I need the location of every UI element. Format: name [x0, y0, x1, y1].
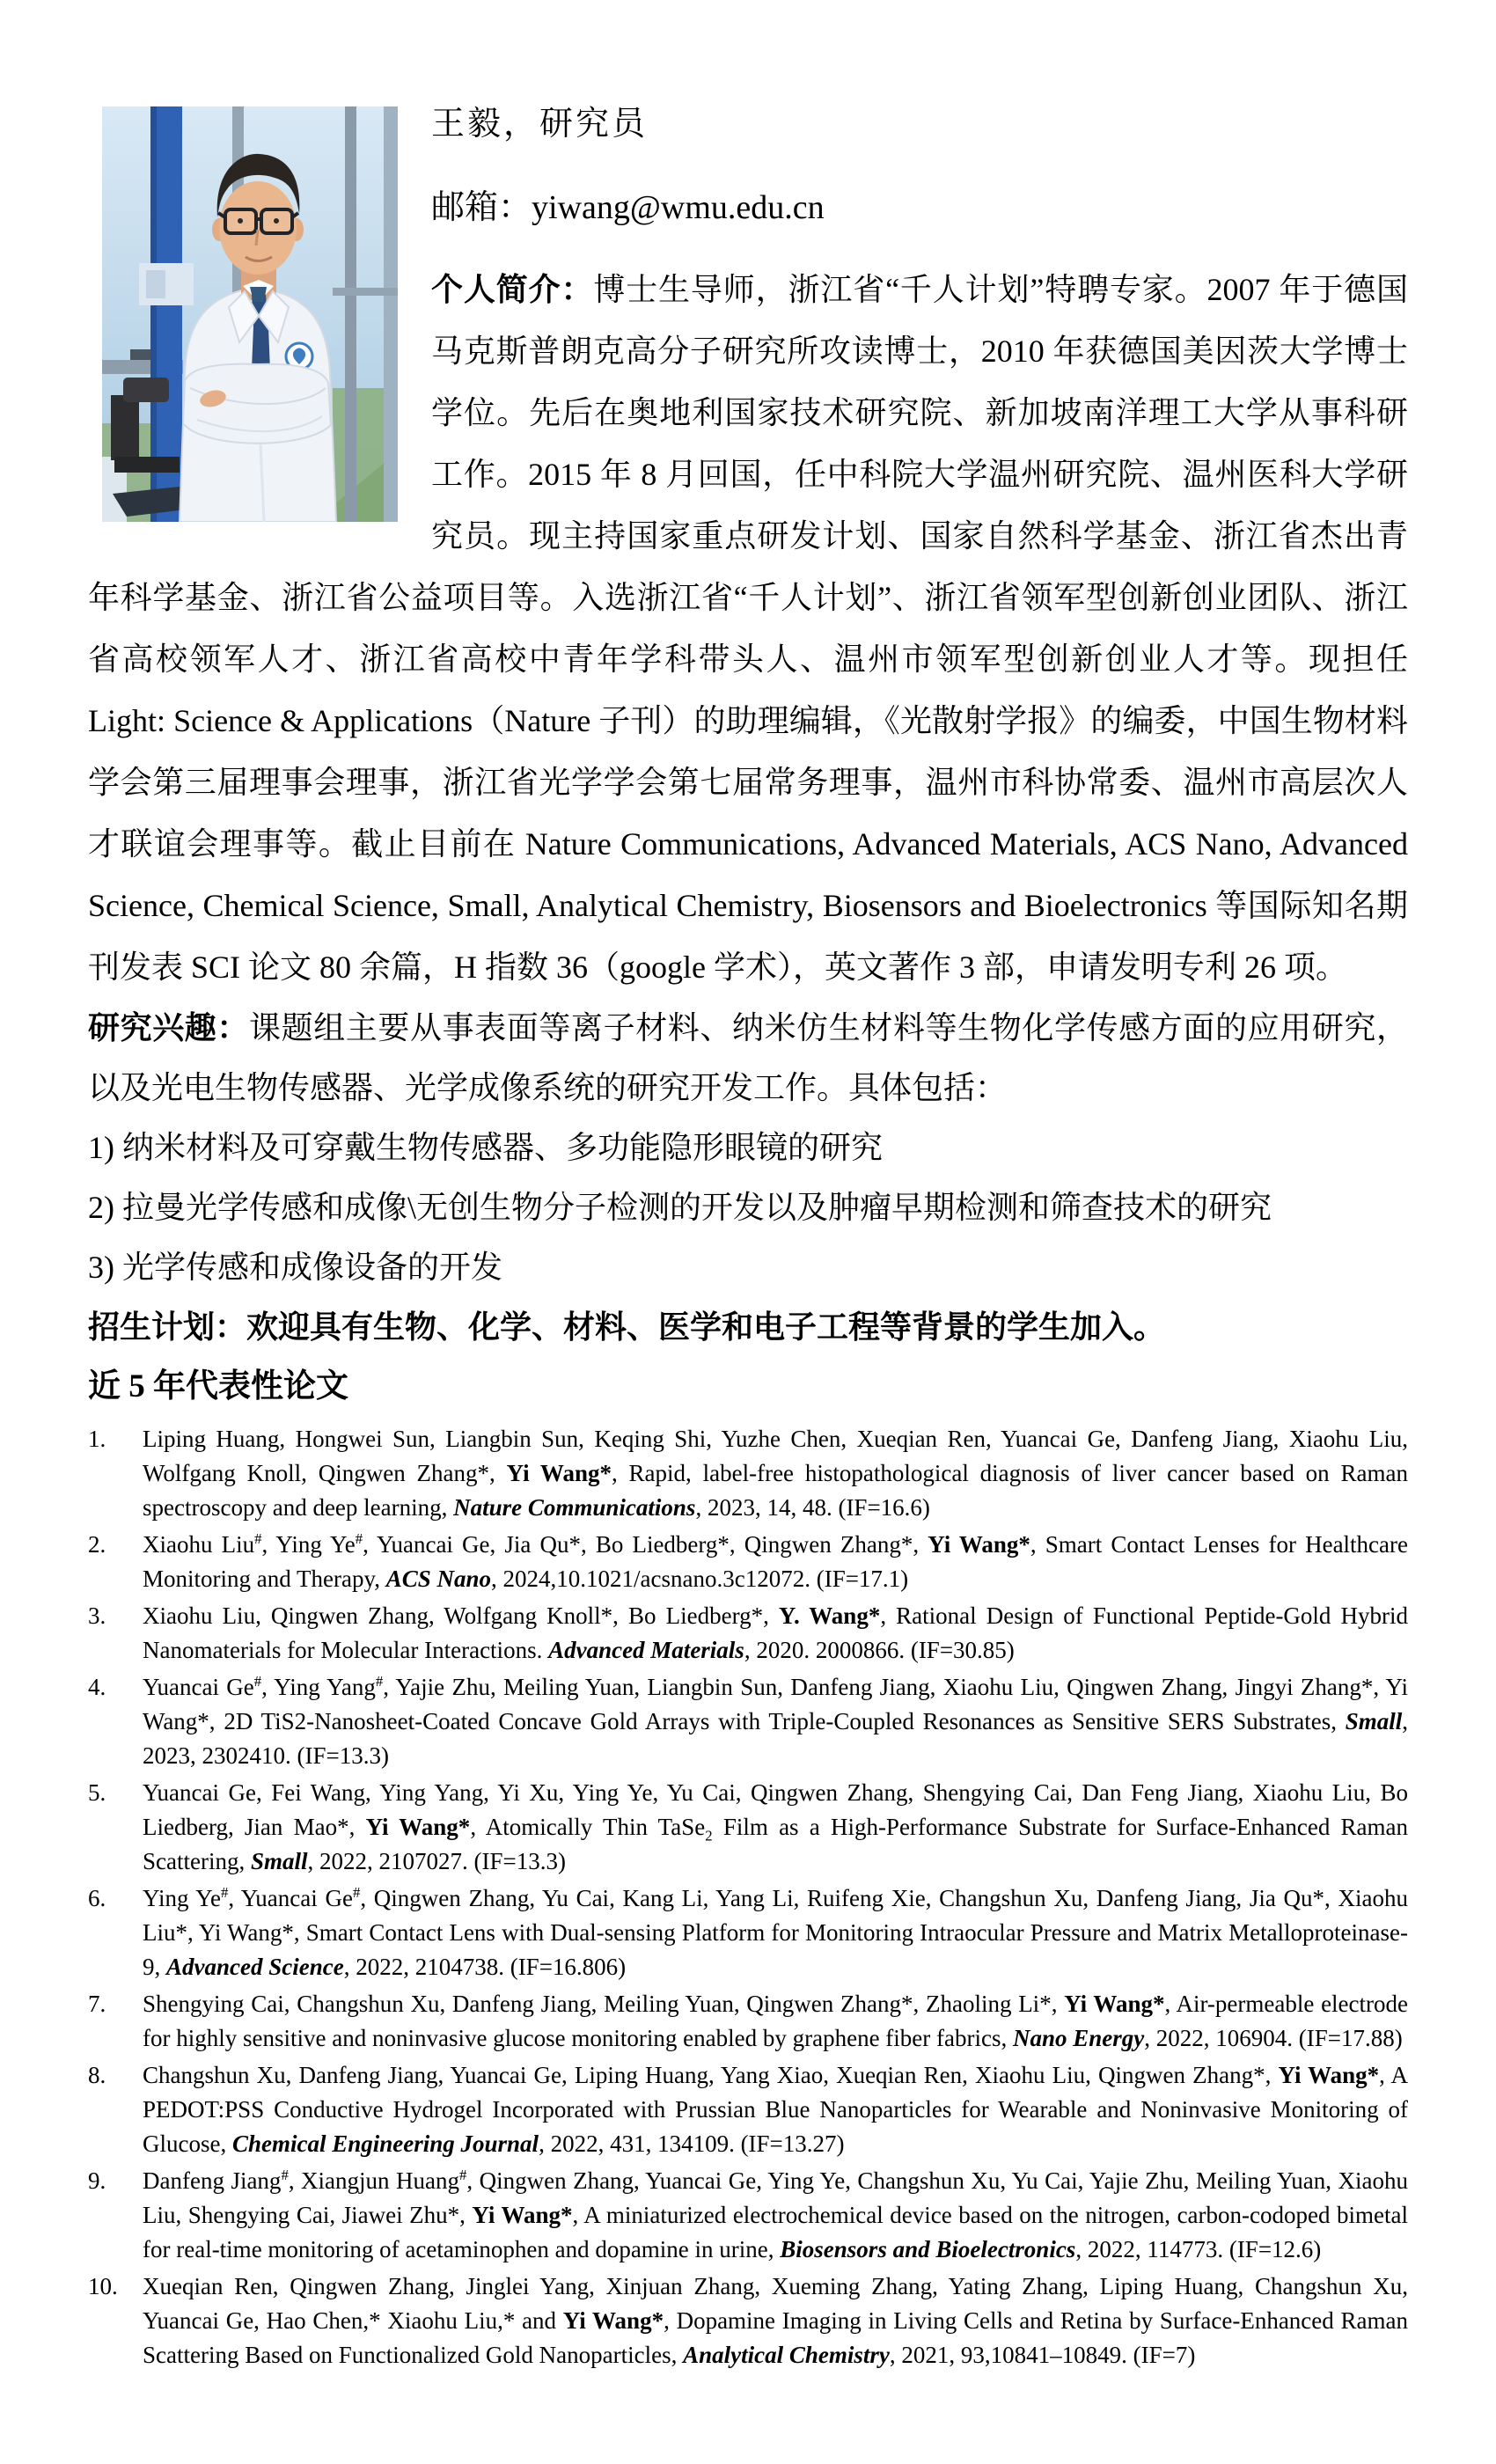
publication-number: 4.: [88, 1674, 106, 1700]
recruitment-line: 招生计划：欢迎具有生物、化学、材料、医学和电子工程等背景的学生加入。: [88, 1309, 1166, 1345]
publication-item: [88, 1528, 1408, 1596]
publication-item: [88, 1422, 1408, 1525]
publication-text: Xiaohu Liu#, Ying Ye#, Yuancai Ge, Jia Qu*, Bo Liedberg*, Qingwen Zhang*, Yi Wang*, Smart Contact Lenses for Healthcare Monitoring and Therapy, ACS Nano, 2024,10.1021/acsnano.3c12072. (IF=17.1): [143, 1530, 1408, 1592]
publication-item: [88, 1987, 1408, 2056]
publication-item: [88, 1776, 1408, 1879]
publication-number: 6.: [88, 1885, 106, 1911]
publications-heading: 近 5 年代表性论文: [88, 1368, 348, 1404]
research-text: 课题组主要从事表面等离子材料、纳米仿生材料等生物化学传感方面的应用研究，以及光电生物传感器、光学成像系统的研究开发工作。具体包括：: [88, 1010, 1408, 1105]
publication-item: [88, 2164, 1408, 2267]
email-address: yiwang@wmu.edu.cn: [532, 189, 825, 226]
bio-text: 博士生导师，浙江省“千人计划”特聘专家。2007 年于德国马克斯普朗克高分子研究所攻读博士，2010 年获德国美因茨大学博士学位。先后在奥地利国家技术研究院、新加坡南洋理工大学从事科研工作。2015 年 8 月回国，任中科院大学温州研究院、温州医科大学研究员。现主持国家重点研发计划、国家自然科学基金、浙江省杰出青年科学基金、浙江省公益项目等。入选浙江省“千人计划”、浙江省领军型创新创业团队、浙江省高校领军人才、浙江省高校中青年学科带头人、温州市领军型创新创业人才等。现担任 Light: Science & Applications（Nature 子刊）的助理编辑，《光散射学报》的编委，中国生物材料学会第三届理事会理事，浙江省光学学会第七届常务理事，温州市科协常委、温州市高层次人才联谊会理事等。截止目前在 Nature Communications, Advanced Materials, ACS Nano, Advanced Science, Chemical Science, Small, Analytical Chemistry, Biosensors and Bioelectronics 等国际知名期刊发表 SCI 论文 80 余篇，H 指数 36（google 学术），英文著作 3 部，申请发明专利 26 项。: [88, 272, 1408, 985]
publication-number: 3.: [88, 1602, 106, 1629]
publication-number: 2.: [88, 1531, 106, 1558]
publication-item: [88, 2058, 1408, 2161]
research-topic-3: 3) 光学传感和成像设备的开发: [88, 1250, 502, 1285]
publication-number: 1.: [88, 1426, 106, 1452]
name-title: 王毅，研究员: [431, 106, 649, 143]
publication-text: Danfeng Jiang#, Xiangjun Huang#, Qingwen Zhang, Yuancai Ge, Ying Ye, Changshun Xu, Yu Cai, Yajie Zhu, Meiling Yuan, Xiaohu Liu, Shengying Cai, Jiawei Zhu*, Yi Wang*, A miniaturized electrochemical device based on the nitrogen, carbon-codoped bimetal for real-time monitoring of acetaminophen and dopamine in urine, Biosensors and Bioelectronics, 2022, 114773. (IF=12.6): [143, 2167, 1409, 2262]
bio-label: 个人简介：: [431, 272, 594, 307]
research-paragraph: [88, 998, 1408, 1118]
publication-text: Ying Ye#, Yuancai Ge#, Qingwen Zhang, Yu Cai, Kang Li, Yang Li, Ruifeng Xie, Changshun Xu, Danfeng Jiang, Jia Qu*, Xiaohu Liu*, Yi Wang*, Smart Contact Lens with Dual-sensing Platform for Monitoring Intraocular Pressure and Matrix Metalloproteinase-9, Advanced Science, 2022, 2104738. (IF=16.806): [143, 1884, 1408, 1980]
publication-text: Yuancai Ge#, Ying Yang#, Yajie Zhu, Meiling Yuan, Liangbin Sun, Danfeng Jiang, Xiaohu Liu, Qingwen Zhang, Jingyi Zhang*, Yi Wang*, 2D TiS2-Nanosheet-Coated Concave Gold Arrays with Triple-Coupled Resonances as Sensitive SERS Substrates, Small, 2023, 2302410. (IF=13.3): [143, 1673, 1408, 1769]
publication-text: Liping Huang, Hongwei Sun, Liangbin Sun, Keqing Shi, Yuzhe Chen, Xueqian Ren, Yuancai Ge, Danfeng Jiang, Xiaohu Liu, Wolfgang Knoll, Qingwen Zhang*, Yi Wang*, Rapid, label-free histopathological diagnosis of liver cancer based on Raman spectroscopy and deep learning, Nature Communications, 2023, 14, 48. (IF=16.6): [143, 1426, 1408, 1521]
research-label: 研究兴趣：: [88, 1010, 249, 1045]
research-topic-list: [88, 1118, 1408, 1297]
publication-item: [88, 1599, 1408, 1668]
publication-text: Xueqian Ren, Qingwen Zhang, Jinglei Yang, Xinjuan Zhang, Xueming Zhang, Yating Zhang, Liping Huang, Changshun Xu, Yuancai Ge, Hao Chen,* Xiaohu Liu,* and Yi Wang*, Dopamine Imaging in Living Cells and Retina by Surface-Enhanced Raman Scattering Based on Functionalized Gold Nanoparticles, Analytical Chemistry, 2021, 93,10841–10849. (IF=7): [143, 2273, 1408, 2368]
publication-item: [88, 1670, 1408, 1773]
research-topic-2: 2) 拉曼光学传感和成像\无创生物分子检测的开发以及肿瘤早期检测和筛查技术的研究: [88, 1190, 1272, 1225]
publication-item: [88, 2270, 1408, 2372]
profile-photo: [102, 106, 398, 522]
publication-text: Yuancai Ge, Fei Wang, Ying Yang, Yi Xu, Ying Ye, Yu Cai, Qingwen Zhang, Shengying Cai, Dan Feng Jiang, Xiaohu Liu, Bo Liedberg, Jian Mao*, Yi Wang*, Atomically Thin TaSe$_2$ Film as a High-Performance Substrate for Surface-Enhanced Raman Scattering, Small, 2022, 2107027. (IF=13.3): [143, 1779, 1409, 1874]
publication-item: [88, 1881, 1408, 1984]
email-label: 邮箱：: [431, 189, 532, 226]
publication-number: 9.: [88, 2167, 106, 2194]
publication-number: 7.: [88, 1991, 106, 2017]
publication-text: Xiaohu Liu, Qingwen Zhang, Wolfgang Knoll*, Bo Liedberg*, Y. Wang*, Rational Design of Functional Peptide-Gold Hybrid Nanomaterials for Molecular Interactions. Advanced Materials, 2020. 2000866. (IF=30.85): [143, 1602, 1409, 1663]
research-topic-1: 1) 纳米材料及可穿戴生物传感器、多功能隐形眼镜的研究: [88, 1130, 883, 1165]
publication-number: 10.: [88, 2273, 118, 2299]
publications-list: [88, 1422, 1408, 2372]
publication-text: Shengying Cai, Changshun Xu, Danfeng Jiang, Meiling Yuan, Qingwen Zhang*, Zhaoling Li*, Yi Wang*, Air-permeable electrode for highly sensitive and noninvasive glucose monitoring enabled by graphene fiber fabrics, Nano Energy, 2022, 106904. (IF=17.88): [143, 1991, 1408, 2051]
profile-photo-illustration: [102, 106, 398, 522]
publication-number: 8.: [88, 2062, 106, 2088]
publication-number: 5.: [88, 1779, 106, 1806]
publication-text: Changshun Xu, Danfeng Jiang, Yuancai Ge, Liping Huang, Yang Xiao, Xueqian Ren, Xiaohu Liu, Qingwen Zhang*, Yi Wang*, A PEDOT:PSS Conductive Hydrogel Incorporated with Prussian Blue Nanoparticles for Wearable and Noninvasive Monitoring of Glucose, Chemical Engineering Journal, 2022, 431, 134109. (IF=13.27): [143, 2062, 1409, 2157]
